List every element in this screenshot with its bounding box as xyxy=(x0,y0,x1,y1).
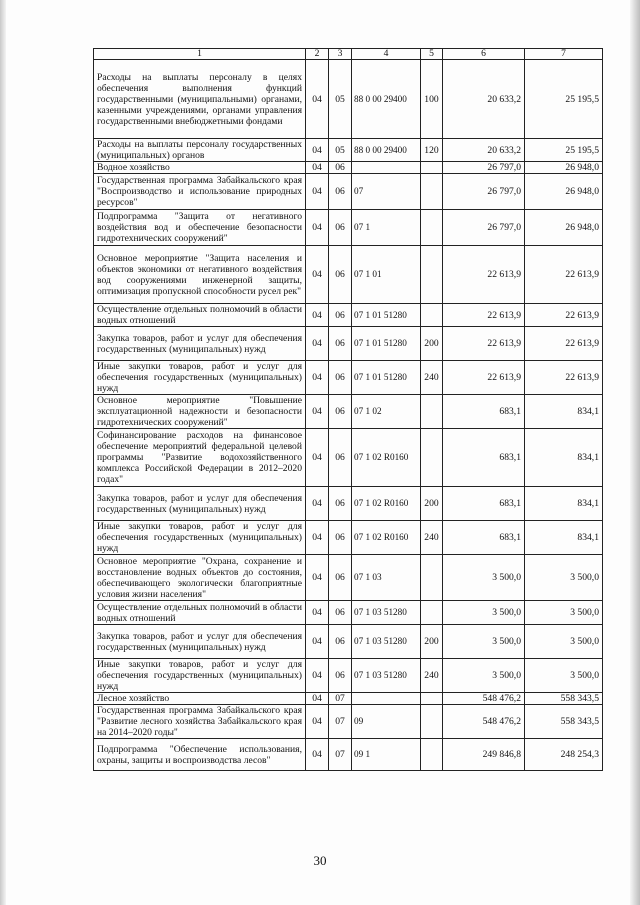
expense-type-cell xyxy=(421,429,443,487)
amount-year1-cell: 22 613,9 xyxy=(443,327,525,361)
subsection-code-cell: 06 xyxy=(329,162,352,174)
table-row xyxy=(94,521,603,555)
section-code-cell: 04 xyxy=(306,395,329,429)
expense-type-cell: 100 xyxy=(421,60,443,139)
amount-year2-cell: 22 613,9 xyxy=(525,361,603,395)
amount-year2-cell: 26 948,0 xyxy=(525,174,603,210)
row-name-cell: Закупка товаров, работ и услуг для обеспечения государственных (муниципальных) нужд xyxy=(94,625,306,659)
section-code-cell: 04 xyxy=(306,521,329,555)
amount-year2-cell: 248 254,3 xyxy=(525,739,603,771)
target-item-cell xyxy=(352,693,421,705)
expense-type-cell: 240 xyxy=(421,659,443,693)
budget-table xyxy=(93,48,603,771)
row-name-cell: Основное мероприятие "Защита населения и объектов экономики от негативного воздействия вод сооружениями инженерной защиты, оптимизация пропускной способности русел рек" xyxy=(94,246,306,304)
amount-year2-cell: 26 948,0 xyxy=(525,162,603,174)
target-item-cell: 07 1 02 R0160 xyxy=(352,429,421,487)
expense-type-cell xyxy=(421,601,443,625)
header-cell: 3 xyxy=(329,49,352,60)
subsection-code-cell: 06 xyxy=(329,659,352,693)
section-code-cell: 04 xyxy=(306,625,329,659)
expense-type-cell: 200 xyxy=(421,625,443,659)
table-row xyxy=(94,210,603,246)
target-item-cell xyxy=(352,162,421,174)
section-code-cell: 04 xyxy=(306,429,329,487)
expense-type-cell xyxy=(421,395,443,429)
subsection-code-cell: 06 xyxy=(329,327,352,361)
table-row xyxy=(94,361,603,395)
row-name-cell: Подпрограмма "Защита от негативного воздействия вод и обеспечение безопасности гидротехнических сооружений" xyxy=(94,210,306,246)
amount-year1-cell: 683,1 xyxy=(443,429,525,487)
table-row xyxy=(94,395,603,429)
table-row xyxy=(94,246,603,304)
page-edge-right xyxy=(630,0,640,905)
amount-year2-cell: 22 613,9 xyxy=(525,246,603,304)
row-name-cell: Расходы на выплаты персоналу государственных (муниципальных) органов xyxy=(94,139,306,162)
table-row xyxy=(94,429,603,487)
subsection-code-cell: 06 xyxy=(329,395,352,429)
row-name-cell: Иные закупки товаров, работ и услуг для обеспечения государственных (муниципальных) нужд xyxy=(94,659,306,693)
amount-year2-cell: 22 613,9 xyxy=(525,327,603,361)
subsection-code-cell: 05 xyxy=(329,139,352,162)
expense-type-cell xyxy=(421,304,443,327)
target-item-cell: 09 1 xyxy=(352,739,421,771)
subsection-code-cell: 06 xyxy=(329,521,352,555)
row-name-cell: Основное мероприятие "Охрана, сохранение и восстановление водных объектов до состояния, обеспечивающего экологически благоприятные условия жизни населения" xyxy=(94,555,306,601)
subsection-code-cell: 06 xyxy=(329,246,352,304)
amount-year1-cell: 26 797,0 xyxy=(443,174,525,210)
table-row xyxy=(94,487,603,521)
row-name-cell: Государственная программа Забайкальского края "Развитие лесного хозяйства Забайкальского края на 2014–2020 годы" xyxy=(94,705,306,739)
row-name-cell: Подпрограмма "Обеспечение использования, охраны, защиты и воспроизводства лесов" xyxy=(94,739,306,771)
amount-year1-cell: 22 613,9 xyxy=(443,246,525,304)
header-cell: 2 xyxy=(306,49,329,60)
target-item-cell: 07 1 03 51280 xyxy=(352,601,421,625)
header-cell: 5 xyxy=(421,49,443,60)
expense-type-cell xyxy=(421,739,443,771)
amount-year1-cell: 683,1 xyxy=(443,521,525,555)
expense-type-cell xyxy=(421,210,443,246)
row-name-cell: Водное хозяйство xyxy=(94,162,306,174)
header-cell: 7 xyxy=(525,49,603,60)
section-code-cell: 04 xyxy=(306,139,329,162)
subsection-code-cell: 06 xyxy=(329,601,352,625)
table-row xyxy=(94,739,603,771)
target-item-cell: 07 1 02 xyxy=(352,395,421,429)
amount-year1-cell: 683,1 xyxy=(443,487,525,521)
section-code-cell: 04 xyxy=(306,739,329,771)
amount-year1-cell: 26 797,0 xyxy=(443,162,525,174)
amount-year1-cell: 22 613,9 xyxy=(443,361,525,395)
section-code-cell: 04 xyxy=(306,327,329,361)
expense-type-cell: 200 xyxy=(421,327,443,361)
amount-year1-cell: 20 633,2 xyxy=(443,60,525,139)
table-row xyxy=(94,625,603,659)
header-cell: 6 xyxy=(443,49,525,60)
table-row xyxy=(94,693,603,705)
amount-year1-cell: 3 500,0 xyxy=(443,555,525,601)
row-name-cell: Иные закупки товаров, работ и услуг для обеспечения государственных (муниципальных) нужд xyxy=(94,521,306,555)
subsection-code-cell: 07 xyxy=(329,705,352,739)
target-item-cell: 07 1 xyxy=(352,210,421,246)
target-item-cell: 07 1 01 51280 xyxy=(352,304,421,327)
amount-year1-cell: 683,1 xyxy=(443,395,525,429)
subsection-code-cell: 06 xyxy=(329,487,352,521)
row-name-cell: Государственная программа Забайкальского края "Воспроизводство и использование природных ресурсов" xyxy=(94,174,306,210)
expense-type-cell: 240 xyxy=(421,521,443,555)
table-row xyxy=(94,327,603,361)
section-code-cell: 04 xyxy=(306,304,329,327)
target-item-cell: 07 1 02 R0160 xyxy=(352,487,421,521)
expense-type-cell: 120 xyxy=(421,139,443,162)
expense-type-cell: 200 xyxy=(421,487,443,521)
section-code-cell: 04 xyxy=(306,246,329,304)
subsection-code-cell: 06 xyxy=(329,625,352,659)
section-code-cell: 04 xyxy=(306,210,329,246)
subsection-code-cell: 06 xyxy=(329,304,352,327)
row-name-cell: Закупка товаров, работ и услуг для обеспечения государственных (муниципальных) нужд xyxy=(94,327,306,361)
table-row xyxy=(94,139,603,162)
amount-year2-cell: 3 500,0 xyxy=(525,555,603,601)
amount-year2-cell: 558 343,5 xyxy=(525,705,603,739)
amount-year2-cell: 834,1 xyxy=(525,429,603,487)
table-row xyxy=(94,601,603,625)
target-item-cell: 07 1 03 xyxy=(352,555,421,601)
row-name-cell: Осуществление отдельных полномочий в области водных отношений xyxy=(94,601,306,625)
amount-year1-cell: 26 797,0 xyxy=(443,210,525,246)
expense-type-cell xyxy=(421,174,443,210)
amount-year2-cell: 834,1 xyxy=(525,487,603,521)
header-cell: 1 xyxy=(94,49,306,60)
row-name-cell: Основное мероприятие "Повышение эксплуатационной надежности и безопасности гидротехнических сооружений" xyxy=(94,395,306,429)
target-item-cell: 07 xyxy=(352,174,421,210)
target-item-cell: 09 xyxy=(352,705,421,739)
amount-year1-cell: 22 613,9 xyxy=(443,304,525,327)
expense-type-cell xyxy=(421,246,443,304)
target-item-cell: 07 1 01 xyxy=(352,246,421,304)
section-code-cell: 04 xyxy=(306,174,329,210)
amount-year2-cell: 834,1 xyxy=(525,521,603,555)
subsection-code-cell: 06 xyxy=(329,210,352,246)
expense-type-cell: 240 xyxy=(421,361,443,395)
target-item-cell: 88 0 00 29400 xyxy=(352,60,421,139)
row-name-cell: Осуществление отдельных полномочий в области водных отношений xyxy=(94,304,306,327)
amount-year1-cell: 3 500,0 xyxy=(443,601,525,625)
subsection-code-cell: 06 xyxy=(329,429,352,487)
amount-year2-cell: 25 195,5 xyxy=(525,139,603,162)
amount-year1-cell: 548 476,2 xyxy=(443,693,525,705)
subsection-code-cell: 07 xyxy=(329,693,352,705)
target-item-cell: 07 1 01 51280 xyxy=(352,361,421,395)
section-code-cell: 04 xyxy=(306,693,329,705)
table-header-row xyxy=(94,49,603,60)
amount-year2-cell: 834,1 xyxy=(525,395,603,429)
row-name-cell: Расходы на выплаты персоналу в целях обеспечения выполнения функций государственными (муниципальными) органами, казенными учреждениями, органами управления государственными внебюджетными фондами xyxy=(94,60,306,139)
amount-year1-cell: 548 476,2 xyxy=(443,705,525,739)
section-code-cell: 04 xyxy=(306,601,329,625)
amount-year1-cell: 3 500,0 xyxy=(443,659,525,693)
amount-year2-cell: 3 500,0 xyxy=(525,601,603,625)
expense-type-cell xyxy=(421,162,443,174)
amount-year2-cell: 22 613,9 xyxy=(525,304,603,327)
subsection-code-cell: 05 xyxy=(329,60,352,139)
amount-year2-cell: 25 195,5 xyxy=(525,60,603,139)
section-code-cell: 04 xyxy=(306,487,329,521)
expense-type-cell xyxy=(421,693,443,705)
table-row xyxy=(94,304,603,327)
table-row xyxy=(94,60,603,139)
section-code-cell: 04 xyxy=(306,555,329,601)
table-row xyxy=(94,555,603,601)
amount-year1-cell: 20 633,2 xyxy=(443,139,525,162)
amount-year2-cell: 558 343,5 xyxy=(525,693,603,705)
amount-year2-cell: 3 500,0 xyxy=(525,659,603,693)
amount-year2-cell: 3 500,0 xyxy=(525,625,603,659)
amount-year2-cell: 26 948,0 xyxy=(525,210,603,246)
subsection-code-cell: 07 xyxy=(329,739,352,771)
table-row xyxy=(94,162,603,174)
table-row xyxy=(94,659,603,693)
header-cell: 4 xyxy=(352,49,421,60)
section-code-cell: 04 xyxy=(306,162,329,174)
section-code-cell: 04 xyxy=(306,60,329,139)
page-edge-left xyxy=(0,0,6,905)
row-name-cell: Софинансирование расходов на финансовое обеспечение мероприятий федеральной целевой программы "Развитие водохозяйственного комплекса Российской Федерации в 2012–2020 годах" xyxy=(94,429,306,487)
subsection-code-cell: 06 xyxy=(329,555,352,601)
table-row xyxy=(94,174,603,210)
target-item-cell: 07 1 03 51280 xyxy=(352,659,421,693)
expense-type-cell xyxy=(421,705,443,739)
subsection-code-cell: 06 xyxy=(329,361,352,395)
table-row xyxy=(94,705,603,739)
subsection-code-cell: 06 xyxy=(329,174,352,210)
target-item-cell: 88 0 00 29400 xyxy=(352,139,421,162)
amount-year1-cell: 3 500,0 xyxy=(443,625,525,659)
target-item-cell: 07 1 03 51280 xyxy=(352,625,421,659)
row-name-cell: Лесное хозяйство xyxy=(94,693,306,705)
target-item-cell: 07 1 02 R0160 xyxy=(352,521,421,555)
section-code-cell: 04 xyxy=(306,659,329,693)
expense-type-cell xyxy=(421,555,443,601)
section-code-cell: 04 xyxy=(306,705,329,739)
section-code-cell: 04 xyxy=(306,361,329,395)
page-number: 30 xyxy=(313,853,327,868)
amount-year1-cell: 249 846,8 xyxy=(443,739,525,771)
row-name-cell: Закупка товаров, работ и услуг для обеспечения государственных (муниципальных) нужд xyxy=(94,487,306,521)
row-name-cell: Иные закупки товаров, работ и услуг для обеспечения государственных (муниципальных) нужд xyxy=(94,361,306,395)
target-item-cell: 07 1 01 51280 xyxy=(352,327,421,361)
